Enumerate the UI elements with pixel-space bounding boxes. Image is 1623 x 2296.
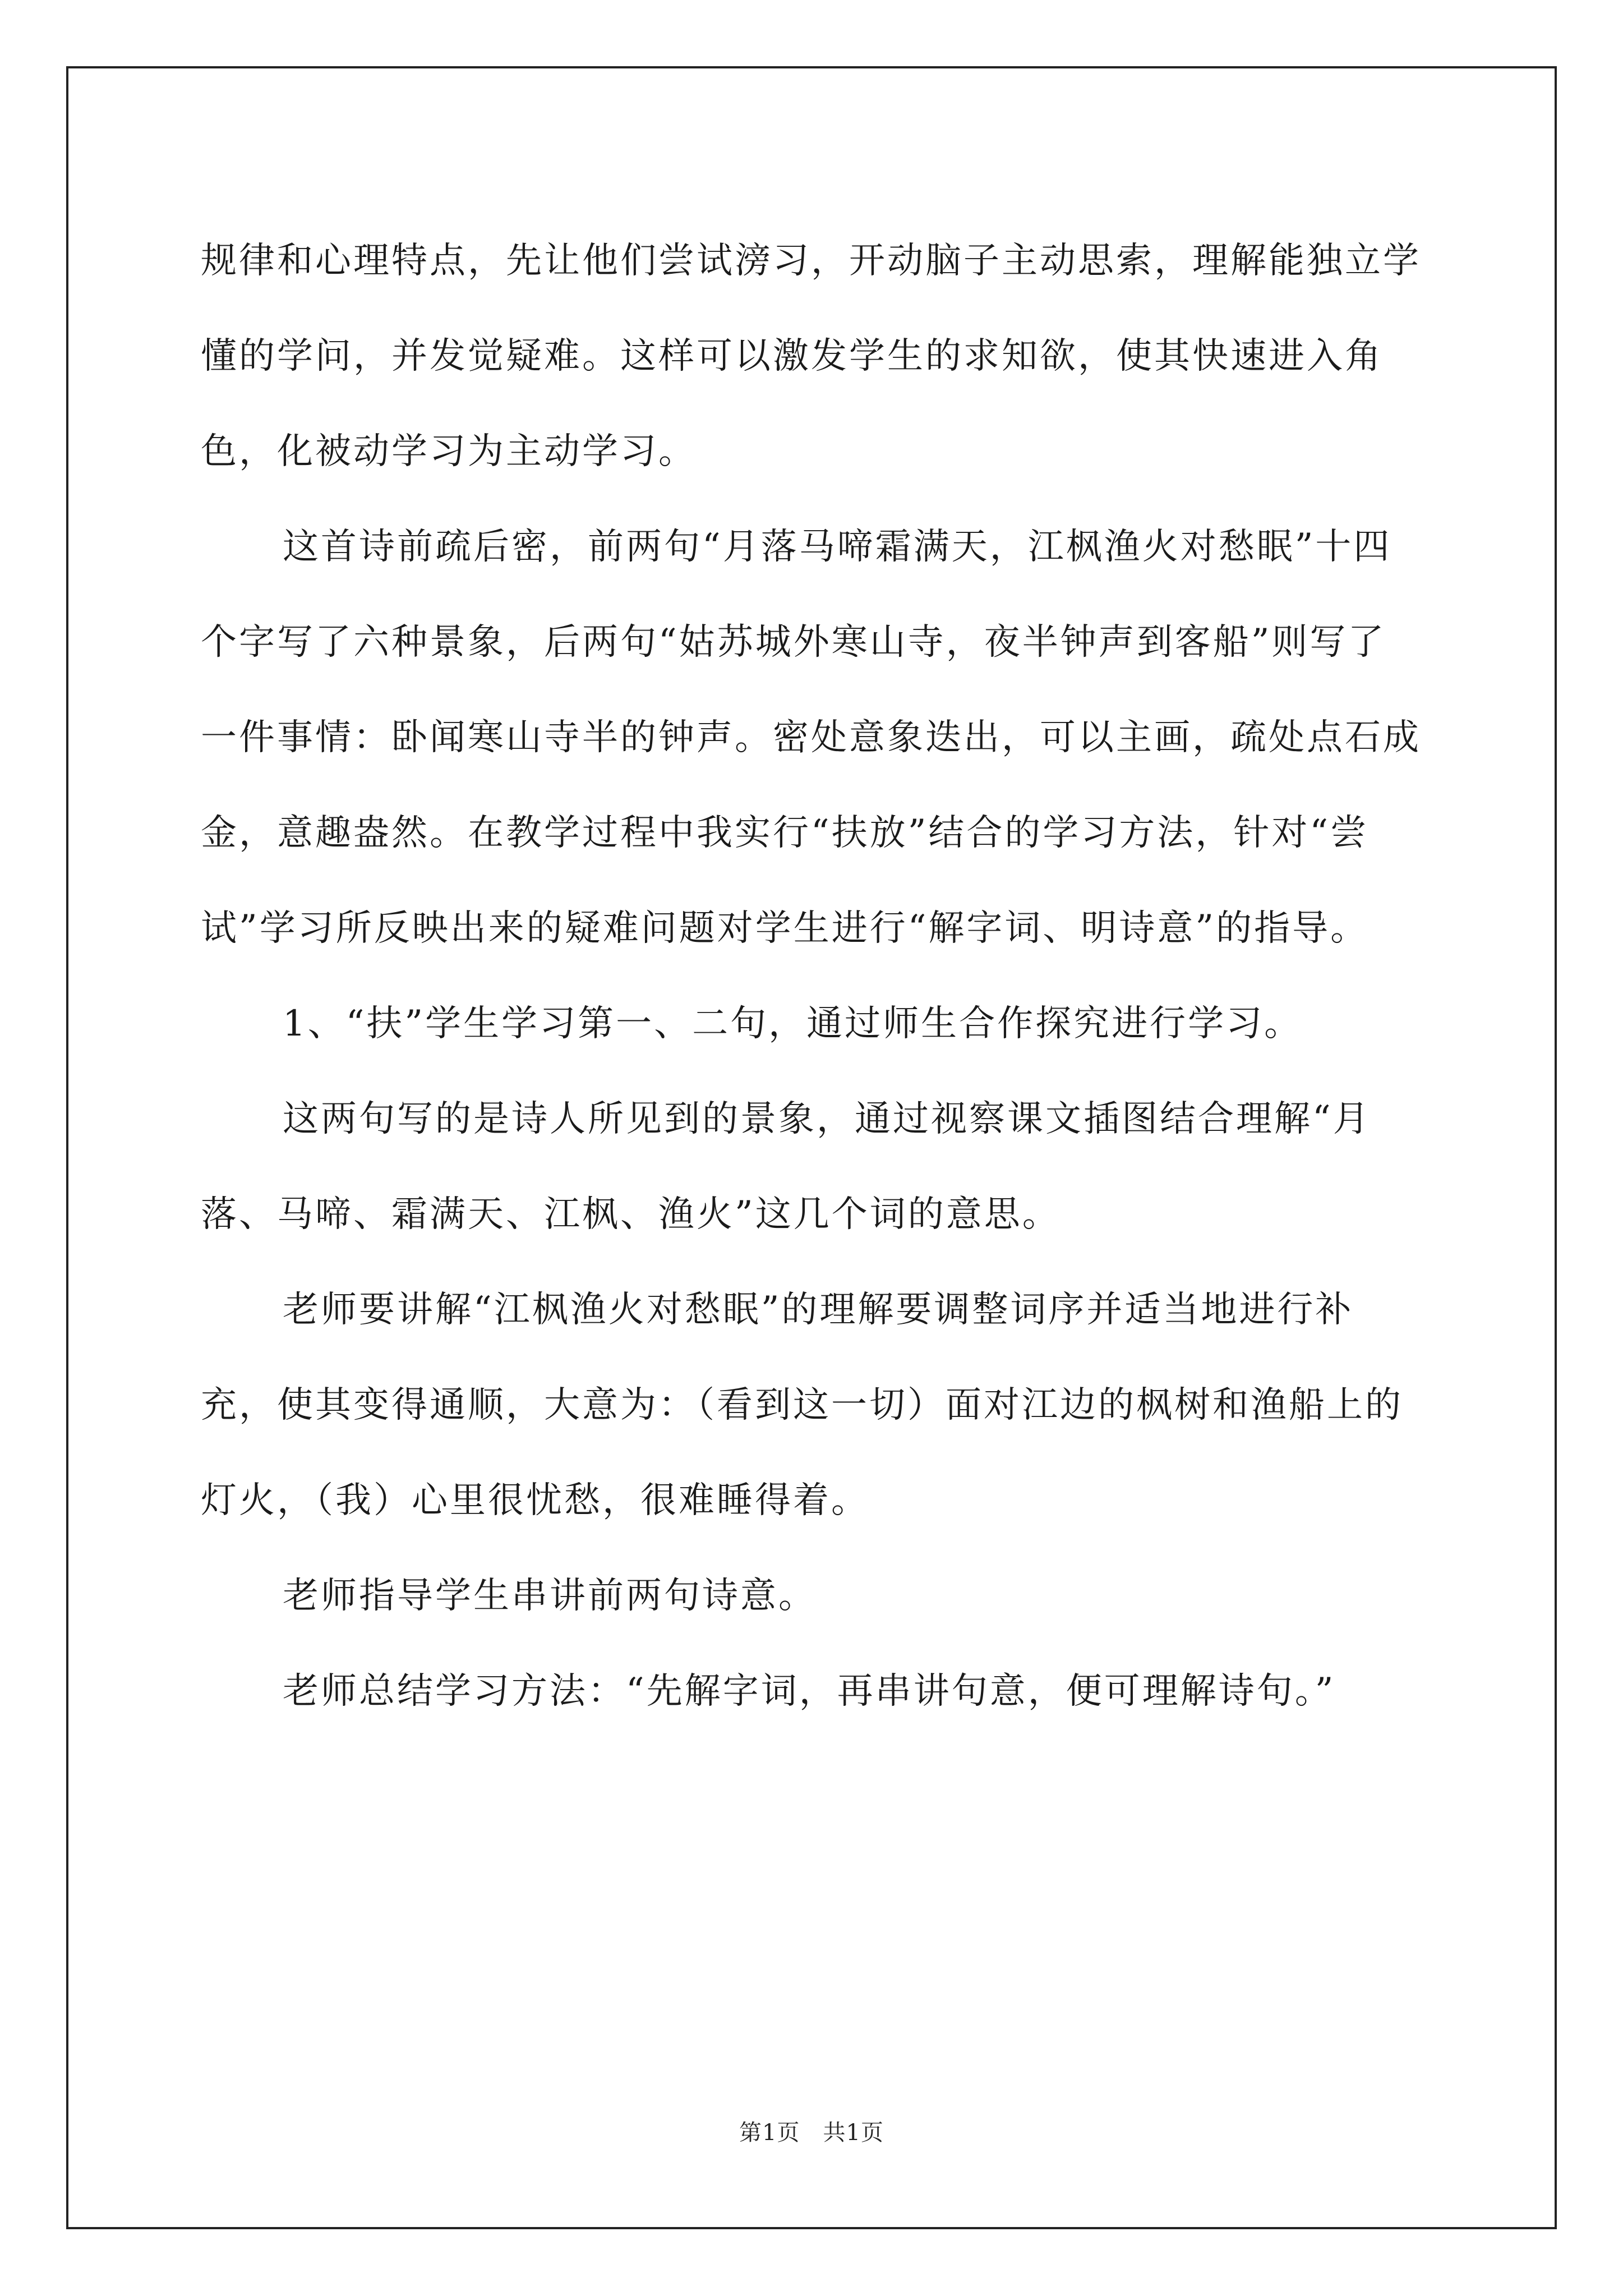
- paragraph-2: 这首诗前疏后密，前两句“月落马啼霜满天，江枫渔火对愁眠”十四个字写了六种景象，后两句“姑苏城外寒山寺，夜半钟声到客船”则写了一件事情：卧闻寒山寺半的钟声。密处意象迭出，可以主画，疏处点石成金，意趣盎然。在教学过程中我实行“扶放”结合的学习方法，针对“尝试”学习所反映出来的疑难问题对学生进行“解字词、明诗意”的指导。: [201, 526, 1421, 949]
- paragraph-7: 老师总结学习方法：“先解字词，再串讲句意，便可理解诗句。”: [283, 1671, 1336, 1712]
- document-body: [201, 213, 1423, 1739]
- paragraph-1: 规律和心理特点，先让他们尝试滂习，开动脑子主动思索，理解能独立学懂的学问，并发觉疑难。这样可以激发学生的求知欲，使其快速进入角色，化被动学习为主动学习。: [201, 240, 1421, 472]
- paragraph-3: 1、“扶”学生学习第一、二句，通过师生合作探究进行学习。: [283, 1003, 1303, 1045]
- paragraph-4: 这两句写的是诗人所见到的景象，通过视察课文插图结合理解“月落、马啼、霜满天、江枫、渔火”这几个词的意思。: [201, 1098, 1371, 1235]
- page-number-footer: 第1页 共1页: [739, 2120, 884, 2146]
- paragraph-6: 老师指导学生串讲前两句诗意。: [283, 1575, 817, 1617]
- paragraph-5: 老师要讲解“江枫渔火对愁眠”的理解要调整词序并适当地进行补充，使其变得通顺，大意为：（看到这一切）面对江边的枫树和渔船上的灯火，（我）心里很忧愁，很难睡得着。: [201, 1289, 1403, 1521]
